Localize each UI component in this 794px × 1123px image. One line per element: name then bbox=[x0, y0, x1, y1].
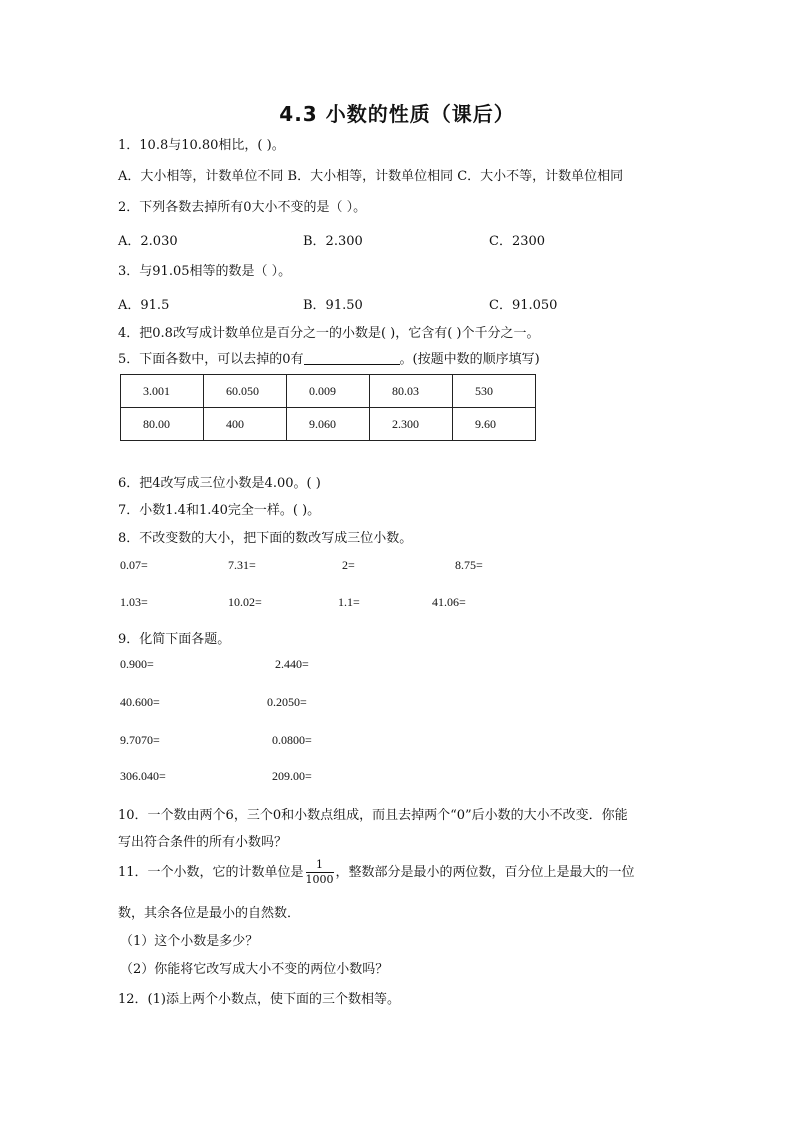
question-5-text-before: 5．下面各数中，可以去掉的0有 bbox=[118, 352, 304, 367]
question-5 bbox=[118, 348, 540, 367]
question-2-option-b: B．2.300 bbox=[303, 234, 363, 249]
question-12: 12．(1)添上两个小数点，使下面的三个数相等。 bbox=[118, 992, 400, 1007]
simplify-item: 2.440= bbox=[275, 657, 309, 671]
fraction bbox=[306, 858, 334, 887]
question-11-line-1 bbox=[118, 858, 635, 887]
simplify-item: 306.040= bbox=[120, 769, 166, 783]
table-row bbox=[121, 408, 536, 441]
simplify-item: 9.7070= bbox=[120, 733, 160, 747]
simplify-item: 0.0800= bbox=[272, 733, 312, 747]
question-7: 7．小数1.4和1.40完全一样。( )。 bbox=[118, 503, 321, 518]
question-2-option-a: A．2.030 bbox=[118, 234, 178, 249]
question-3-option-a: A．91.5 bbox=[118, 298, 170, 313]
conversion-item: 10.02= bbox=[228, 595, 262, 609]
page-title: 4.3 小数的性质（课后） bbox=[279, 102, 515, 126]
question-10-line-2: 写出符合条件的所有小数吗？ bbox=[118, 835, 288, 850]
question-2-option-c: C．2300 bbox=[489, 234, 546, 249]
simplify-item: 209.00= bbox=[272, 769, 312, 783]
question-2: 2．下列各数去掉所有0大小不变的是（ ）。 bbox=[118, 200, 367, 215]
table-cell: 9.60 bbox=[453, 408, 536, 441]
conversion-item: 1.1= bbox=[338, 595, 360, 609]
conversion-item: 1.03= bbox=[120, 595, 148, 609]
fraction-denominator: 1000 bbox=[305, 873, 334, 886]
question-11-sub-2: （2）你能将它改写成大小不变的两位小数吗？ bbox=[120, 962, 389, 977]
table-cell: 400 bbox=[204, 408, 287, 441]
table-cell: 3.001 bbox=[121, 375, 204, 408]
question-4: 4．把0.8改写成计数单位是百分之一的小数是( )，它含有( )个千分之一。 bbox=[118, 326, 540, 341]
question-6: 6．把4改写成三位小数是4.00。( ) bbox=[118, 476, 321, 491]
conversion-item: 0.07= bbox=[120, 558, 148, 572]
conversion-item: 8.75= bbox=[455, 558, 483, 572]
question-3-option-b: B．91.50 bbox=[303, 298, 363, 313]
answer-blank bbox=[304, 352, 400, 365]
table-cell: 60.050 bbox=[204, 375, 287, 408]
fraction-numerator: 1 bbox=[306, 858, 334, 873]
simplify-item: 40.600= bbox=[120, 695, 160, 709]
table-cell: 530 bbox=[453, 375, 536, 408]
question-11-suffix: ，整数部分是最小的两位数，百分位上是最大的一位 bbox=[335, 865, 635, 880]
question-3: 3．与91.05相等的数是（ ）。 bbox=[118, 264, 292, 279]
table-cell: 80.03 bbox=[370, 375, 453, 408]
question-11-line-2: 数，其余各位是最小的自然数． bbox=[118, 906, 301, 921]
question-10-line-1: 10．一个数由两个6，三个0和小数点组成，而且去掉两个“0”后小数的大小不改变．你能 bbox=[118, 808, 628, 823]
numbers-table bbox=[120, 374, 536, 441]
question-3-option-c: C．91.050 bbox=[489, 298, 558, 313]
table-cell: 9.060 bbox=[287, 408, 370, 441]
question-11-sub-1: （1）这个小数是多少？ bbox=[120, 934, 259, 949]
question-8: 8．不改变数的大小，把下面的数改写成三位小数。 bbox=[118, 531, 413, 546]
table-cell: 80.00 bbox=[121, 408, 204, 441]
table-row bbox=[121, 375, 536, 408]
conversion-item: 41.06= bbox=[432, 595, 466, 609]
conversion-item: 2= bbox=[342, 558, 355, 572]
question-11-prefix: 11．一个小数，它的计数单位是 bbox=[118, 865, 304, 880]
conversion-item: 7.31= bbox=[228, 558, 256, 572]
question-9: 9．化简下面各题。 bbox=[118, 632, 231, 647]
question-1: 1．10.8与10.80相比，( )。 bbox=[118, 138, 285, 153]
question-5-text-after: 。(按题中数的顺序填写) bbox=[399, 352, 540, 367]
table-cell: 0.009 bbox=[287, 375, 370, 408]
simplify-item: 0.2050= bbox=[267, 695, 307, 709]
simplify-item: 0.900= bbox=[120, 657, 154, 671]
question-1-options: A．大小相等，计数单位不同 B．大小相等，计数单位相同 C．大小不等，计数单位相同 bbox=[118, 169, 624, 184]
table-cell: 2.300 bbox=[370, 408, 453, 441]
